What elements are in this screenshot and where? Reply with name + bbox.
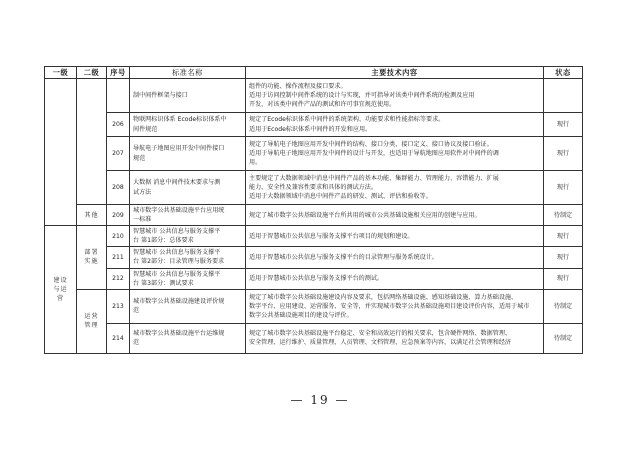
status-cell: 现行 [544,247,583,268]
standard-name-line: 物联网标识体系 Ecode标识体系中 [133,116,227,124]
technical-content [246,79,544,113]
standard-number: 210 [107,226,130,247]
technical-content [246,323,544,353]
technical-content-line: 组件的功能、操作流程及接口要求。 [249,82,347,90]
header-level1: 一级 [45,67,77,79]
standard-name [130,205,246,226]
table-row [45,289,583,323]
status-cell: 现行 [544,113,583,137]
technical-content [246,289,544,323]
standard-number: 213 [107,289,130,323]
status-cell: 待制定 [544,323,583,353]
standard-name [130,113,246,137]
standard-name-line: 智慧城市 公共信息与服务支撑平 [133,249,221,257]
level2-cell: 运营 管理 [77,289,107,353]
table-row [45,247,583,268]
standard-name-line: 范 [133,307,140,315]
technical-content-line: 适用于大数据领域中消息中间件产品的研发、测试、评估和验收等。 [249,193,432,201]
table-row [45,268,583,289]
standard-name [130,226,246,247]
standard-name-line: 城市数字公共基础设施建设评价规 [133,298,225,306]
technical-content-line: 开发，对该类中间件产品的测试和许可事宜规范使用。 [249,101,396,109]
status-cell: 现行 [544,171,583,205]
status-cell: 现行 [544,268,583,289]
level2-cell [77,79,107,205]
standard-name-line: 一标准 [133,216,152,224]
standard-name-line: 台 第3部分：测试要求 [133,279,194,287]
standard-name-line: 间件规范 [133,125,158,133]
header-number: 序号 [107,67,130,79]
standard-name [130,137,246,171]
standard-name [130,79,246,113]
technical-content-line: 主要规定了大数据领域中消息中间件产品的基本功能、集群能力、管理能力、容错能力、扩展 [249,174,499,182]
level2-cell: 其他 [77,205,107,226]
technical-content-line: 适用于Ecode标识体系中间件的开发和应用。 [249,125,372,133]
standard-name-line: 制中间件框架与接口 [133,91,188,99]
standard-number: 214 [107,323,130,353]
technical-content-line: 规定了Ecode标识体系中间件的系统架构、功能要求和性能指标等要求。 [249,116,445,124]
standard-number: 212 [107,268,130,289]
standard-number: 209 [107,205,130,226]
standard-name-line: 城市数字公共基础设施平台应用统 [133,207,225,214]
technical-content-line: 规定了城市数字公共基础设施平台稳定、安全和高效运行的相关要求，包含硬件网络、数据管理、 [249,330,512,338]
standard-name-line: 城市数字公共基础设施平台运维规 [133,330,225,338]
status-cell [544,79,583,113]
page-number: — 19 — [290,393,350,407]
header-standard-name: 标准名称 [130,67,246,79]
header-status: 状态 [544,67,583,79]
technical-content-line: 规定了导航电子地图应用开发中间件的结构、接口分类、接口定义、接口协议及接口验证。 [249,140,493,148]
technical-content [246,268,544,289]
standard-name [130,247,246,268]
table-row [45,137,583,171]
standards-table [44,66,583,354]
level1-cell: 建设 与运 营 [45,226,77,354]
standard-number: 211 [107,247,130,268]
technical-content-line: 适用于导航电子地图应用开发中间件的设计与开发，也适用于导航地图应用软件对中间件的调 [249,149,499,157]
standard-name-line: 试方法 [133,188,152,196]
technical-content [246,113,544,137]
standard-number: 206 [107,113,130,137]
technical-content [246,137,544,171]
table-row [45,226,583,247]
table-header-row [45,67,583,79]
standard-name-line: 智慧城市 公共信息与服务支撑平 [133,228,221,236]
technical-content [246,171,544,205]
standard-name [130,171,246,205]
status-cell: 待制定 [544,289,583,323]
table-row [45,323,583,353]
technical-content [246,226,544,247]
table-row [45,79,583,113]
technical-content-line: 适用于智慧城市公共信息与服务支撑平台的测试。 [249,275,384,283]
status-cell: 现行 [544,226,583,247]
header-level2: 二级 [77,67,107,79]
standard-number: 208 [107,171,130,205]
status-cell: 待制定 [544,205,583,226]
status-cell: 现行 [544,137,583,171]
standard-name [130,289,246,323]
standard-number: 207 [107,137,130,171]
level1-cell [45,79,77,226]
technical-content-line: 适用于访问控制中间件系统的设计与实现，并可指导对该类中间件系统的检测及应用 [249,91,475,99]
table-row [45,113,583,137]
technical-content-line: 能力、安全性及兼容性要求和具体的测试方法。 [249,183,377,191]
standard-name-line: 规范 [133,154,146,162]
standard-name [130,323,246,353]
standard-name-line: 范 [133,339,140,347]
standard-name-line: 台 第1部分：总体要求 [133,237,194,245]
level2-cell: 部署 实施 [77,226,107,290]
table-row [45,205,583,226]
technical-content [246,247,544,268]
technical-content-line: 适用于智慧城市公共信息与服务支撑平台的目录管理与服务系统设计。 [249,253,438,261]
table-body [45,79,583,354]
technical-content [246,205,544,226]
technical-content-line: 规定了城市数字公共基础设施平台所共用的城市公共基础设施相关应用的创建与应用。 [249,211,481,219]
standard-name-line: 智慧城市 公共信息与服务支撑平 [133,270,221,278]
standard-name-line: 大数据 消息中间件技术要求与测 [133,179,221,187]
technical-content-line: 适用于智慧城市公共信息与服务支撑平台项目的规划和建设。 [249,232,414,240]
header-main-content: 主要技术内容 [246,67,544,79]
table-row [45,171,583,205]
technical-content-line: 规定了城市数字公共基础设施建设内容及要求，包括网络基础设施、感知基础设施、算力基础设施、 [249,293,518,301]
standard-number [107,79,130,113]
technical-content-line: 数字平台、应用建设、运营服务、安全等，并实现城市数字公共基础设施项目建设评价内容，适用于城市 [249,302,530,310]
technical-content-line: 用。 [249,159,262,167]
standard-name-line: 导航电子地图应用开发中间件接口 [133,145,225,153]
technical-content-line: 安全管理、运行维护、质量管理、人员管理、文档管理、应急预案等内容，以满足社会管理和经济 [249,339,512,347]
technical-content-line: 数字公共基础设施项目的建设与评价。 [249,311,353,319]
standard-name [130,268,246,289]
standard-name-line: 台 第2部分：目录管理与服务要求 [133,258,225,266]
